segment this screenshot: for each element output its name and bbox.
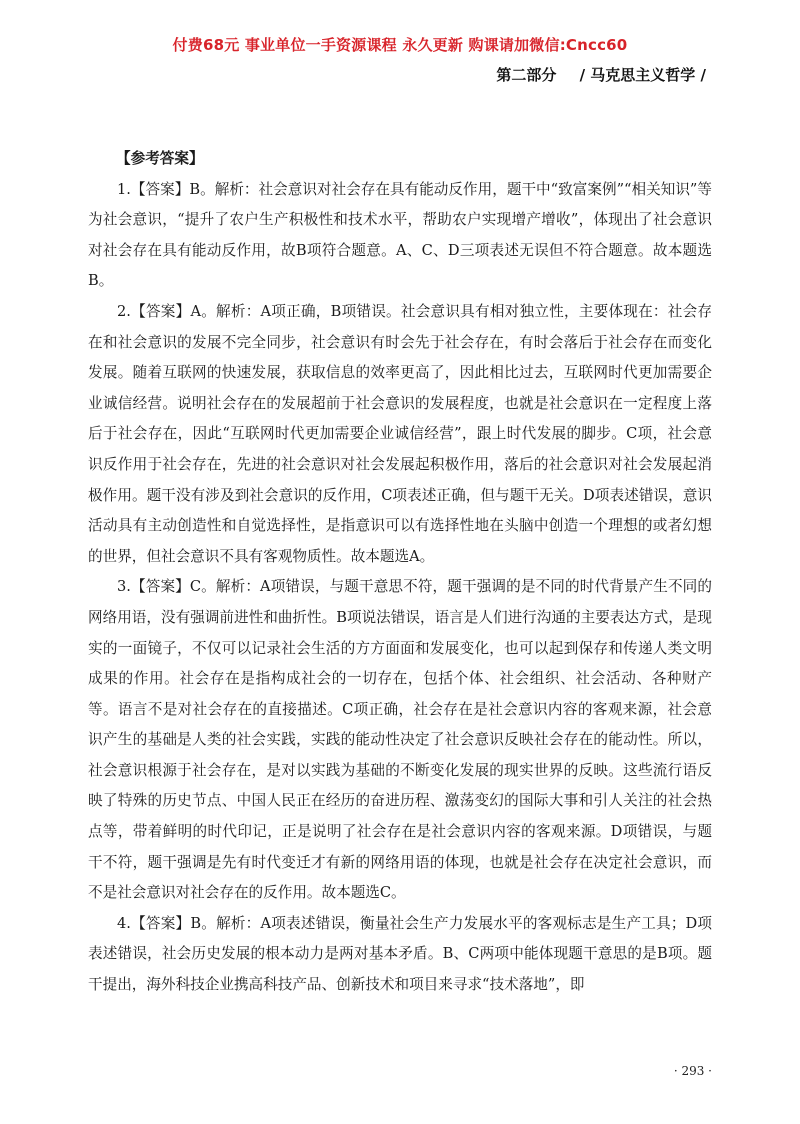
page-number: · 293 · bbox=[673, 1064, 712, 1078]
answer-paragraph-1: 1.【答案】B。解析：社会意识对社会存在具有能动反作用，题干中“致富案例”“相关知识”等为社会意识，“提升了农户生产积极性和技术水平，帮助农户实现增产增收”，体现出了社会意识对社会存在具有能动反作用，故B项符合题意。A、C、D三项表述无误但不符合题意。故本题选B。 bbox=[88, 180, 712, 290]
header-part: 第二部分 bbox=[496, 66, 557, 84]
header-subject: / 马克思主义哲学 / bbox=[579, 66, 706, 84]
answer-paragraph-4: 4.【答案】B。解析：A项表述错误，衡量社会生产力发展水平的客观标志是生产工具；D项表述错误，社会历史发展的根本动力是两对基本矛盾。B、C两项中能体现题干意思的是B项。题干提出，海外科技企业携高科技产品、创新技术和项目来寻求“技术落地”，即 bbox=[88, 914, 712, 994]
answer-paragraph-3: 3.【答案】C。解析：A项错误，与题干意思不符，题干强调的是不同的时代背景产生不同的网络用语，没有强调前进性和曲折性。B项说法错误，语言是人们进行沟通的主要表达方式，是现实的一面镜子，不仅可以记录社会生活的方方面面和发展变化，也可以起到保存和传递人类文明成果的作用。社会存在是指构成社会的一切存在，包括个体、社会组织、社会活动、各种财产等。语言不是对社会存在的直接描述。C项正确，社会存在是社会意识内容的客观来源，社会意识产生的基础是人类的社会实践，实践的能动性决定了社会意识反映社会存在的能动性。所以，社会意识根源于社会存在，是对以实践为基础的不断变化发展的现实世界的反映。这些流行语反映了特殊的历史节点、中国人民正在经历的奋进历程、激荡变幻的国际大事和引人关注的社会热点等，带着鲜明的时代印记，正是说明了社会存在是社会意识内容的客观来源。D项错误，与题干不符，题干强调是先有时代变迁才有新的网络用语的体现，也就是社会存在决定社会意识，而不是社会意识对社会存在的反作用。故本题选C。 bbox=[88, 578, 712, 902]
answer-section bbox=[88, 144, 712, 1001]
answer-paragraph-2: 2.【答案】A。解析：A项正确，B项错误。社会意识具有相对独立性，主要体现在：社会存在和社会意识的发展不完全同步，社会意识有时会先于社会存在，有时会落后于社会存在而变化发展。随着互联网的快速发展，获取信息的效率更高了，因此相比过去，互联网时代更加需要企业诚信经营。说明社会存在的发展超前于社会意识的发展程度，也就是社会意识在一定程度上落后于社会存在，因此“互联网时代更加需要企业诚信经营”，跟上时代发展的脚步。C项，社会意识反作用于社会存在，先进的社会意识对社会发展起积极作用，落后的社会意识对社会发展起消极作用。题干没有涉及到社会意识的反作用，C项表述正确，但与题干无关。D项表述错误，意识活动具有主动创造性和自觉选择性，是指意识可以有选择性地在头脑中创造一个理想的或者幻想的世界，但社会意识不具有客观物质性。故本题选A。 bbox=[88, 302, 712, 565]
section-title: 【参考答案】 bbox=[116, 150, 204, 167]
promo-banner: 付费68元 事业单位一手资源课程 永久更新 购课请加微信:Cncc60 bbox=[172, 36, 628, 54]
running-header bbox=[496, 64, 712, 85]
